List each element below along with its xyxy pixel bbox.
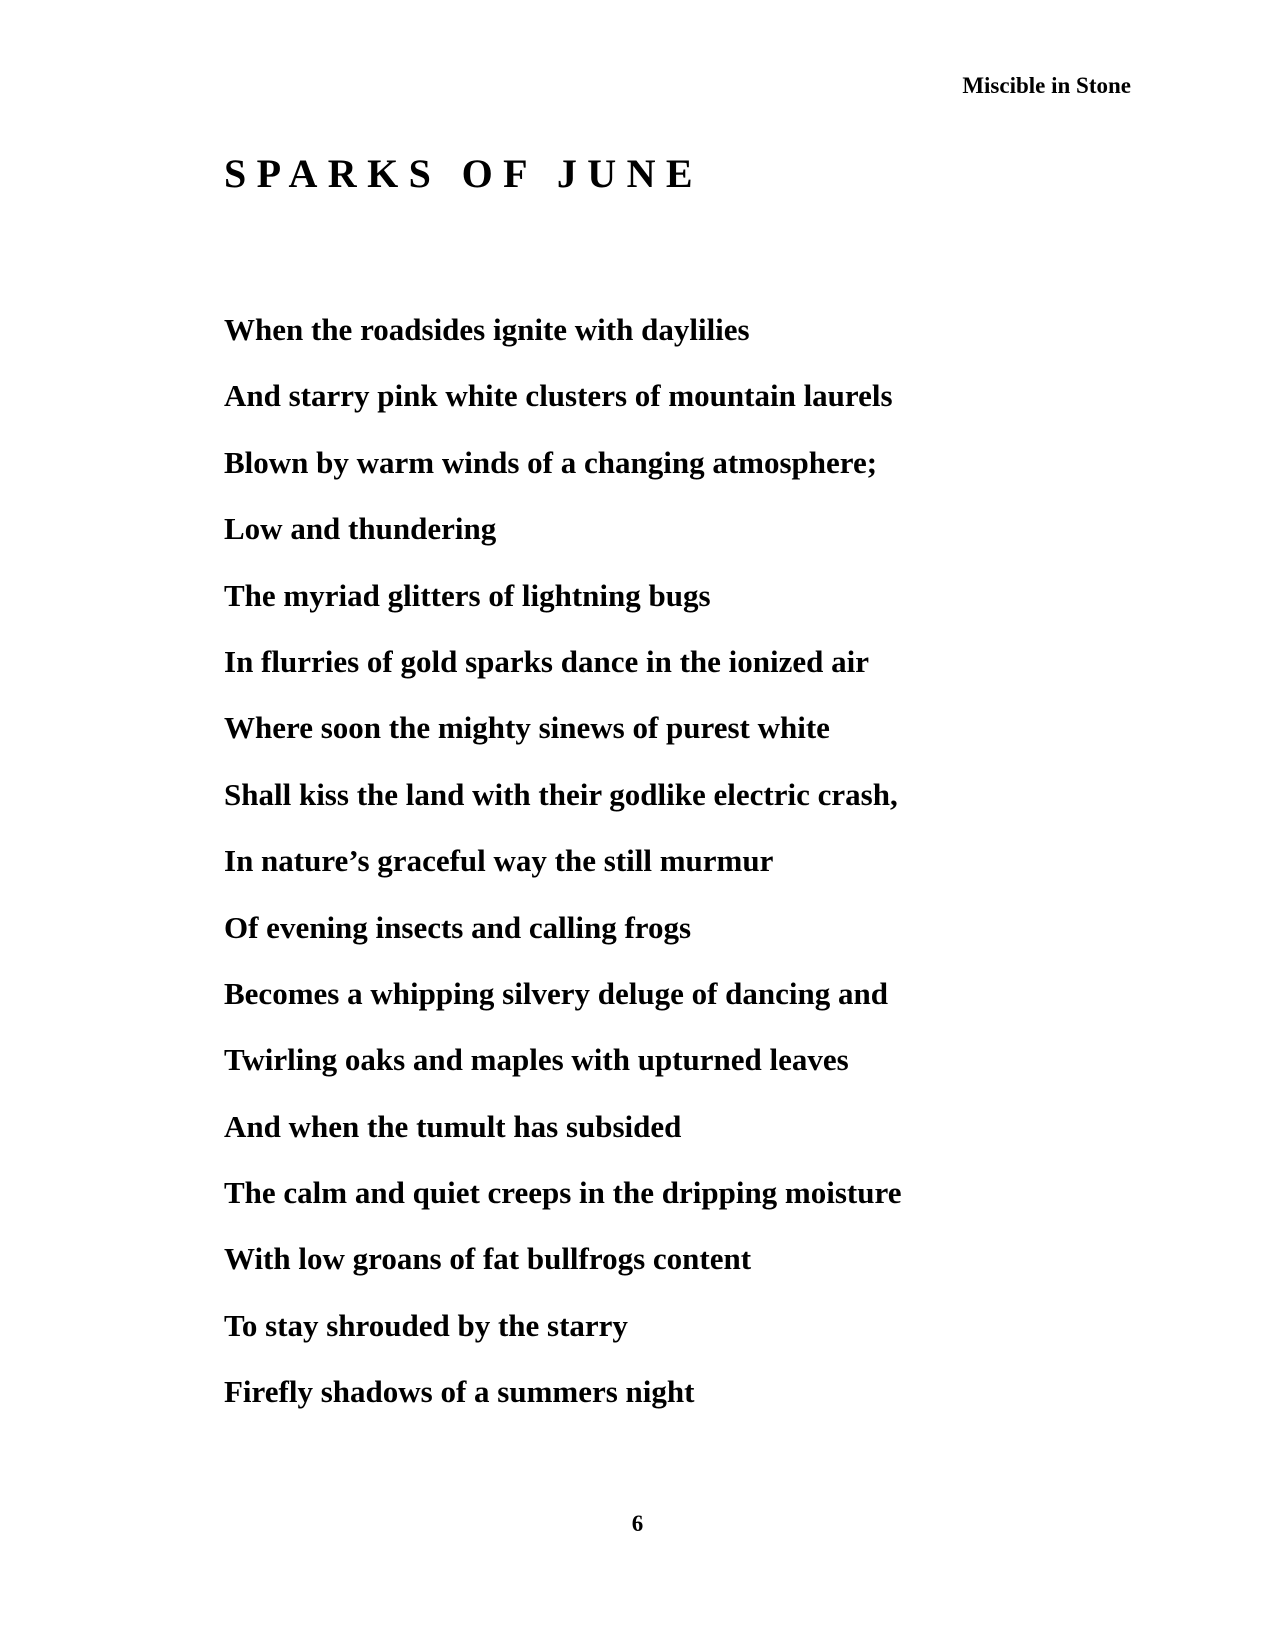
page-number: 6 <box>631 1511 644 1536</box>
poem-line: The calm and quiet creeps in the dripping moisture <box>224 1175 902 1211</box>
poem-line: In nature’s graceful way the still murmur <box>224 843 774 879</box>
poem-line: With low groans of fat bullfrogs content <box>224 1241 752 1277</box>
poem-line: Low and thundering <box>224 511 497 547</box>
poem-title: SPARKS OF JUNE <box>224 151 703 196</box>
poem-line: To stay shrouded by the starry <box>224 1307 628 1343</box>
poem-line: Becomes a whipping silvery deluge of dancing and <box>224 975 888 1011</box>
poem-line: And starry pink white clusters of mountain laurels <box>224 378 893 414</box>
poem-line: Firefly shadows of a summers night <box>224 1374 695 1410</box>
poem-line: Blown by warm winds of a changing atmosphere; <box>224 444 878 480</box>
poem-body <box>224 297 901 1426</box>
running-header: Miscible in Stone <box>962 73 1131 98</box>
poem-line: Shall kiss the land with their godlike electric crash, <box>224 776 898 812</box>
poem-line: The myriad glitters of lightning bugs <box>224 577 711 613</box>
poem-line: When the roadsides ignite with daylilies <box>224 312 750 347</box>
poem-line: Where soon the mighty sinews of purest white <box>224 710 830 746</box>
poem-line: And when the tumult has subsided <box>224 1108 682 1144</box>
poem-line: Twirling oaks and maples with upturned leaves <box>224 1042 849 1078</box>
poem-line: In flurries of gold sparks dance in the ionized air <box>224 643 870 679</box>
poem-line: Of evening insects and calling frogs <box>224 909 692 945</box>
